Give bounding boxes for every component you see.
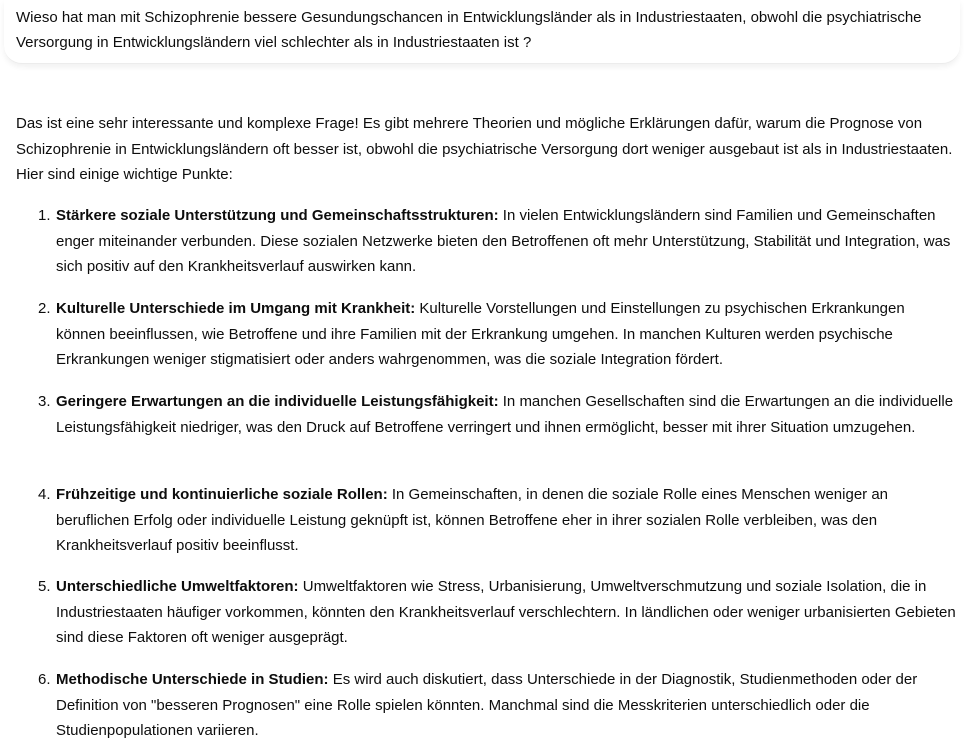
list-item-body <box>56 482 956 559</box>
list-item-body <box>56 667 956 744</box>
list-item-number: 6. <box>38 671 51 688</box>
list-item-title: Stärkere soziale Unterstützung und Gemeinschaftsstrukturen: <box>56 207 499 224</box>
list-item-body <box>56 389 956 440</box>
list-item-title: Methodische Unterschiede in Studien: <box>56 671 329 688</box>
list-item-text: In manchen Gesellschaften sind die Erwartungen an die individuelle Leistungsfähigkeit niedriger, was den Druck auf Betroffene verringert und ihnen ermöglicht, besser mit ihrer Situation umzugehen. <box>56 393 954 436</box>
assistant-message <box>16 111 956 739</box>
user-message-text: Wieso hat man mit Schizophrenie bessere Gesundungschancen in Entwicklungsländer als in Industriestaaten, obwohl die psychiatrische Versorgung in Entwicklungsländern viel schlechter als in Industriestaaten ist ? <box>16 9 922 51</box>
list-item <box>16 203 956 280</box>
list-item-title: Geringere Erwartungen an die individuelle Leistungsfähigkeit: <box>56 393 499 410</box>
list-item-title: Unterschiedliche Umweltfaktoren: <box>56 578 299 595</box>
list-item-text: Es wird auch diskutiert, dass Unterschiede in der Diagnostik, Studienmethoden oder der Definition von "besseren Prognosen" eine Rolle spielen könnten. Manchmal sind die Messkriterien unterschiedlich oder die Studienpopulationen variieren. <box>56 671 918 739</box>
list-item-body <box>56 296 956 373</box>
list-item-number: 2. <box>38 300 51 317</box>
list-item-text: In vielen Entwicklungsländern sind Familien und Gemeinschaften enger miteinander verbunden. Diese sozialen Netzwerke bieten den Betroffenen oft mehr Unterstützung, Stabilität und Integration, was sich positiv auf den Krankheitsverlauf auswirken kann. <box>56 207 951 275</box>
list-item <box>16 482 956 559</box>
list-item-text: Kulturelle Vorstellungen und Einstellungen zu psychischen Erkrankungen können beeinflussen, wie Betroffene und ihre Familien mit der Erkrankung umgehen. In manchen Kulturen werden psychische Erkrankungen weniger stigmatisiert oder anders wahrgenommen, was die soziale Integration fördert. <box>56 300 905 368</box>
list-item-number: 1. <box>38 207 51 224</box>
list-item-number: 5. <box>38 578 51 595</box>
list-item-number: 3. <box>38 393 51 410</box>
list-item-body <box>56 203 956 280</box>
list-item-title: Frühzeitige und kontinuierliche soziale Rollen: <box>56 486 388 503</box>
list-item-body <box>56 574 956 651</box>
list-item <box>16 574 956 651</box>
list-item-text: In Gemeinschaften, in denen die soziale Rolle eines Menschen weniger an beruflichen Erfolg oder individuelle Leistung geknüpft ist, können Betroffene eher in ihrer sozialen Rolle verbleiben, was den Krankheitsverlauf positiv beeinflusst. <box>56 486 889 554</box>
list-item-title: Kulturelle Unterschiede im Umgang mit Krankheit: <box>56 300 416 317</box>
list-item-text: Umweltfaktoren wie Stress, Urbanisierung, Umweltverschmutzung und soziale Isolation, die in Industriestaaten häufiger vorkommen, könnten den Krankheitsverlauf verschlechtern. In ländlichen oder weniger urbanisierten Gebieten sind diese Faktoren oft weniger ausgeprägt. <box>56 578 956 646</box>
list-item <box>16 296 956 373</box>
list-item-number: 4. <box>38 486 51 503</box>
list-item <box>16 389 956 440</box>
assistant-intro-text: Das ist eine sehr interessante und komplexe Frage! Es gibt mehrere Theorien und mögliche Erklärungen dafür, warum die Prognose von Schizophrenie in Entwicklungsländern oft besser ist, obwohl die psychiatrische Versorgung dort weniger ausgebaut ist als in Industriestaaten. Hier sind einige wichtige Punkte: <box>16 115 953 183</box>
user-message-bubble <box>4 0 960 64</box>
list-item <box>16 667 956 744</box>
